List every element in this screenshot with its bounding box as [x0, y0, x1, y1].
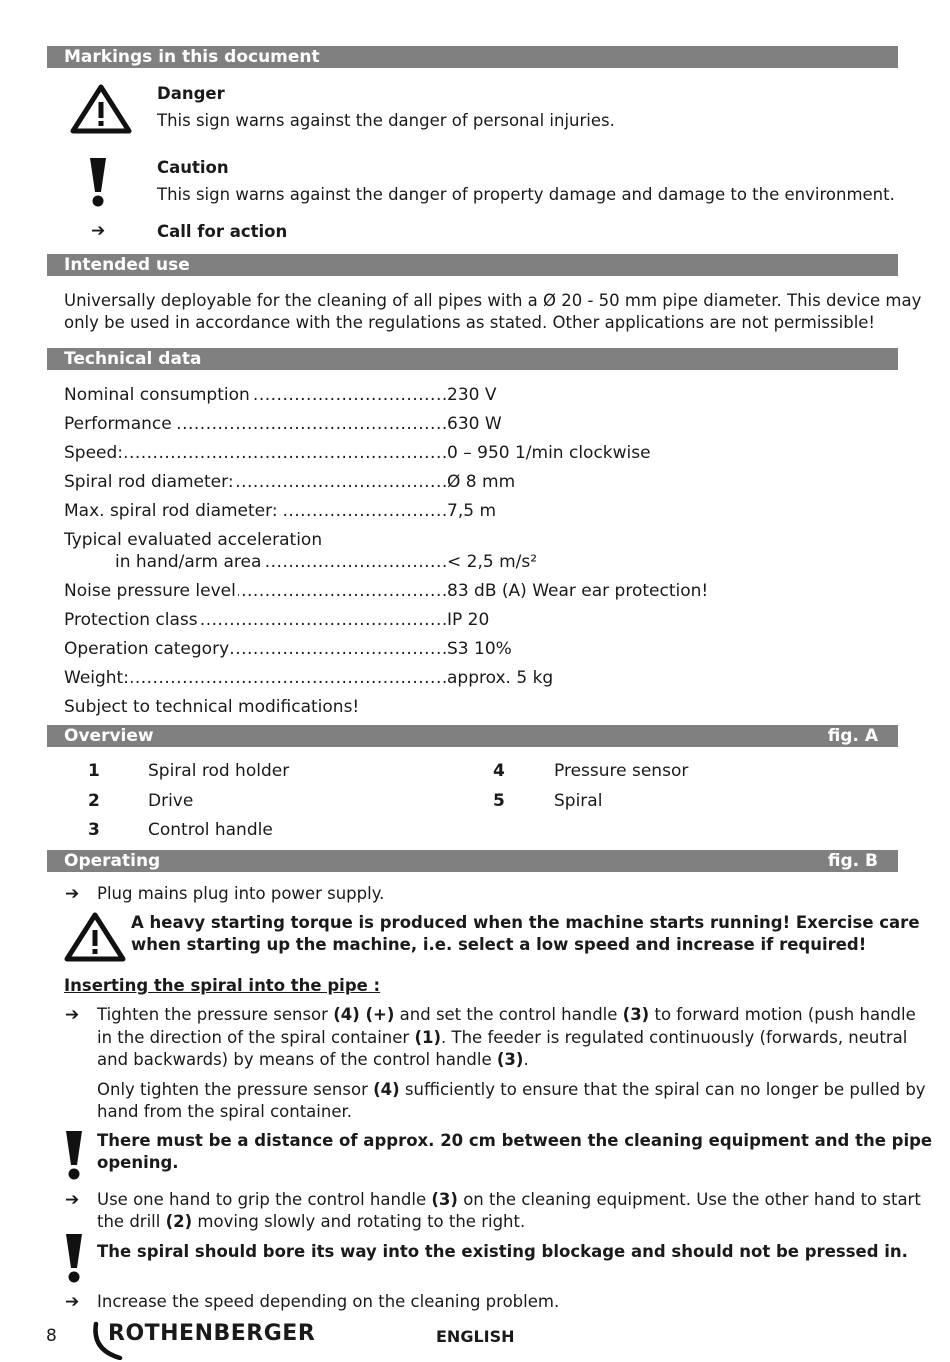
tech-label-acceleration-title: Typical evaluated acceleration — [64, 530, 323, 550]
plug-text: Plug mains plug into power supply. — [97, 884, 385, 903]
danger-text: This sign warns against the danger of personal injuries. — [157, 111, 615, 130]
section-header-overview — [47, 725, 898, 747]
figure-ref: fig. B — [827, 851, 878, 871]
tech-value-performance: 630 W — [447, 414, 502, 434]
section-header-markings — [47, 46, 898, 68]
danger-title: Danger — [157, 84, 225, 103]
tech-label-spiral-diameter: Spiral rod diameter: ..... — [64, 471, 446, 493]
section-header-technical-data — [47, 348, 898, 370]
overview-num: 3 — [88, 820, 100, 840]
footer-language: ENGLISH — [436, 1327, 515, 1346]
step1-line-1: Tighten the pressure sensor (4) (+) and set the control handle (3) to forward motion (push handle — [97, 1005, 916, 1024]
arrow-right-icon: ➔ — [65, 1190, 80, 1210]
step2-line-2: the drill (2) moving slowly and rotating to the right. — [97, 1212, 526, 1231]
tech-label-acceleration: in hand/arm area ..... — [64, 551, 446, 573]
caution-text: This sign warns against the danger of property damage and damage to the environment. — [157, 185, 895, 204]
step3-text: Increase the speed depending on the cleaning problem. — [97, 1292, 560, 1311]
overview-label: Control handle — [148, 820, 273, 840]
section-title: Markings in this document — [64, 47, 320, 67]
exclamation-icon — [64, 1234, 84, 1284]
torque-warning-line-1: A heavy starting torque is produced when the machine starts running! Exercise care — [131, 913, 920, 932]
arrow-right-icon: ➔ — [91, 221, 106, 241]
insert-heading: Inserting the spiral into the pipe : — [64, 976, 381, 995]
tech-label-speed: Speed: ..... — [64, 442, 446, 464]
step1-line-2: in the direction of the spiral container (1). The feeder is regulated continuously (forwards, neutral — [97, 1028, 908, 1047]
brand-name: ROTHENBERGER — [108, 1321, 316, 1346]
tech-value-max-spiral: 7,5 m — [447, 501, 496, 521]
tech-label-noise: Noise pressure level ..... — [64, 580, 446, 602]
distance-caution-line-1: There must be a distance of approx. 20 cm between the cleaning equipment and the pipe — [97, 1131, 933, 1150]
tech-value-speed: 0 – 950 1/min clockwise — [447, 443, 651, 463]
tech-value-noise: 83 dB (A) Wear ear protection! — [447, 581, 709, 601]
section-title: Operating — [64, 851, 161, 871]
bore-caution: The spiral should bore its way into the existing blockage and should not be pressed in. — [97, 1242, 908, 1261]
tech-value-weight: approx. 5 kg — [447, 668, 554, 688]
step2-line-1: Use one hand to grip the control handle (3) on the cleaning equipment. Use the other hand to start — [97, 1190, 921, 1209]
page-number: 8 — [46, 1326, 57, 1346]
arrow-right-icon: ➔ — [65, 884, 80, 904]
overview-label: Spiral — [554, 791, 603, 811]
step1-note-line-1: Only tighten the pressure sensor (4) sufficiently to ensure that the spiral can no longer be pulled by — [97, 1080, 926, 1099]
arrow-right-icon: ➔ — [65, 1292, 80, 1312]
section-header-operating — [47, 850, 898, 872]
overview-num: 2 — [88, 791, 100, 811]
tech-label-max-spiral: Max. spiral rod diameter: ..... — [64, 500, 446, 522]
overview-label: Drive — [148, 791, 194, 811]
overview-label: Spiral rod holder — [148, 761, 290, 781]
step1-line-3: and backwards) by means of the control handle (3). — [97, 1050, 529, 1069]
warning-triangle-icon — [64, 912, 126, 962]
step1-note-line-2: hand from the spiral container. — [97, 1102, 353, 1121]
intended-line-2: only be used in accordance with the regulations as stated. Other applications are not permissible! — [64, 313, 876, 332]
action-title: Call for action — [157, 222, 288, 241]
distance-caution-line-2: opening. — [97, 1153, 179, 1172]
figure-ref: fig. A — [827, 726, 878, 746]
tech-note: Subject to technical modifications! — [64, 697, 360, 717]
tech-value-operation: S3 10% — [447, 639, 512, 659]
torque-warning-line-2: when starting up the machine, i.e. select a low speed and increase if required! — [131, 935, 867, 954]
tech-value-nominal: 230 V — [447, 385, 497, 405]
tech-label-weight: Weight: ..... — [64, 667, 446, 689]
section-title: Technical data — [64, 349, 202, 369]
tech-value-protection: IP 20 — [447, 610, 490, 630]
overview-num: 4 — [493, 761, 505, 781]
caution-title: Caution — [157, 158, 229, 177]
exclamation-icon — [88, 158, 108, 208]
exclamation-icon — [64, 1131, 84, 1181]
tech-value-spiral-diameter: Ø 8 mm — [447, 472, 516, 492]
overview-label: Pressure sensor — [554, 761, 689, 781]
section-header-intended-use — [47, 254, 898, 276]
section-title: Overview — [64, 726, 154, 746]
overview-num: 5 — [493, 791, 505, 811]
tech-label-performance: Performance ..... — [64, 413, 446, 435]
warning-triangle-icon — [70, 84, 132, 134]
tech-label-protection: Protection class ..... — [64, 609, 446, 631]
tech-label-nominal: Nominal consumption ..... — [64, 384, 446, 406]
brand-logo — [90, 1318, 340, 1358]
arrow-right-icon: ➔ — [65, 1005, 80, 1025]
tech-value-acceleration: < 2,5 m/s² — [447, 552, 538, 572]
overview-num: 1 — [88, 761, 100, 781]
section-title: Intended use — [64, 255, 190, 275]
tech-label-operation: Operation category ..... — [64, 638, 446, 660]
intended-line-1: Universally deployable for the cleaning of all pipes with a Ø 20 - 50 mm pipe diameter. This device may — [64, 291, 922, 310]
